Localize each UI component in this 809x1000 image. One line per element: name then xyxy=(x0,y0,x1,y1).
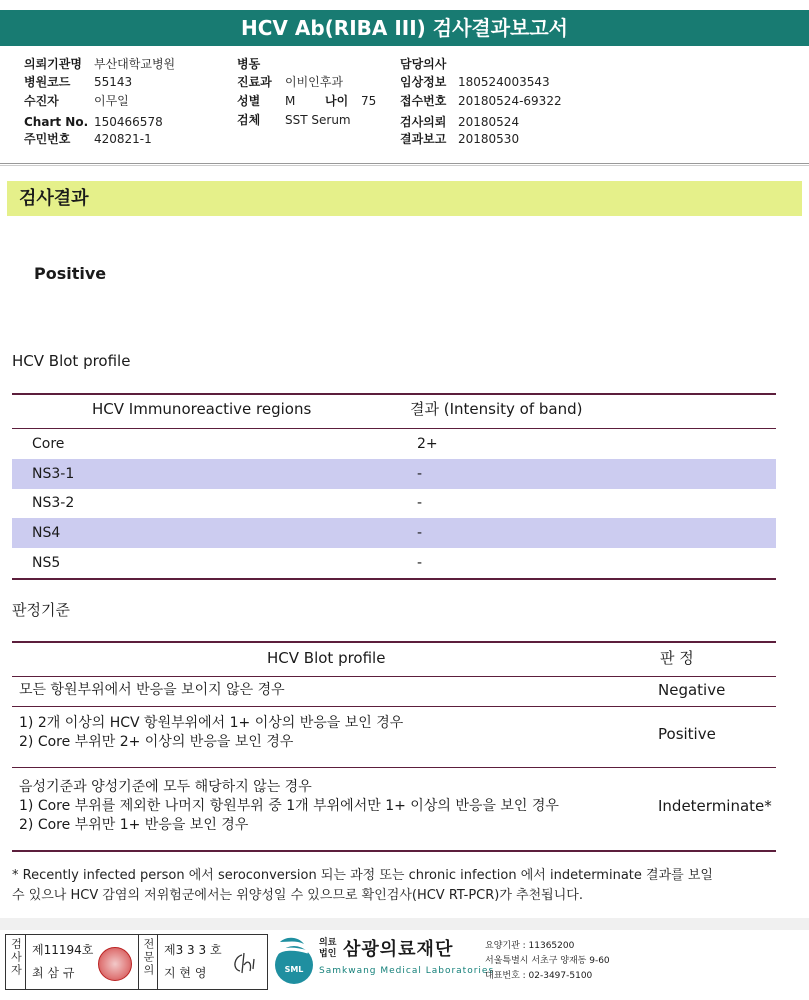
org-phone: 대표번호 : 02-3497-5100 xyxy=(485,971,593,981)
criteria-row-rule xyxy=(12,767,776,768)
org-english-name: Samkwang Medical Laboratories xyxy=(319,966,495,976)
logo-text: SML xyxy=(284,965,304,974)
patient-label: 수진자 xyxy=(24,94,59,108)
region-cell: Core xyxy=(32,436,65,452)
criteria-line: 2) Core 부위만 2+ 이상의 반응을 보인 경우 xyxy=(19,734,294,750)
criteria-row-negative xyxy=(12,678,776,706)
age-label: 나이 xyxy=(325,94,349,108)
reported-label: 결과보고 xyxy=(400,132,447,146)
clinical-value: 180524003543 xyxy=(458,75,550,89)
signature-box xyxy=(5,934,268,990)
blot-table-bottom-rule xyxy=(12,578,776,580)
table-row xyxy=(12,459,776,489)
specimen-value: SST Serum xyxy=(285,113,351,127)
criteria-header-profile: HCV Blot profile xyxy=(267,649,386,667)
resident-label: 주민번호 xyxy=(24,132,71,146)
code-label: 병원코드 xyxy=(24,75,71,89)
intensity-cell: - xyxy=(417,525,423,541)
signature-icon xyxy=(230,949,260,977)
footer-divider xyxy=(0,918,809,930)
reviewer-vertical-text: 전문의 xyxy=(142,938,155,977)
criteria-line: 모든 항원부위에서 반응을 보이지 않은 경우 xyxy=(19,682,285,698)
tester-vertical-text: 검사자 xyxy=(9,938,23,977)
requested-value: 20180524 xyxy=(458,115,520,129)
blot-table-header xyxy=(12,396,776,426)
specimen-label: 검체 xyxy=(237,113,261,127)
criteria-line: 1) Core 부위를 제외한 나머지 항원부위 중 1개 부위에서만 1+ 이상의 반응을 보인 경우 xyxy=(19,798,559,814)
chart-value: 150466578 xyxy=(94,115,163,129)
blot-header-result: 결과 (Intensity of band) xyxy=(410,400,583,418)
age-value: 75 xyxy=(361,94,377,108)
chart-label: Chart No. xyxy=(24,115,89,129)
intensity-cell: - xyxy=(417,495,423,511)
reviewer-name: 지 현 영 xyxy=(164,966,207,980)
info-divider xyxy=(0,163,809,166)
blot-header-region: HCV Immunoreactive regions xyxy=(92,400,312,418)
clinical-label: 임상정보 xyxy=(400,75,447,89)
dept-label: 진료과 xyxy=(237,75,272,89)
sml-logo-icon xyxy=(272,936,316,986)
patient-value: 이무일 xyxy=(94,94,129,108)
sex-value: M xyxy=(285,94,296,108)
org-code: 요양기관 : 11365200 xyxy=(485,941,575,951)
hospital-value: 부산대학교병원 xyxy=(94,57,176,71)
criteria-header-verdict: 판 정 xyxy=(660,649,694,667)
tester-name: 최 삼 규 xyxy=(32,966,75,980)
footnote-line: 수 있으나 HCV 감염의 저위험군에서는 위양성일 수 있으므로 확인검사(HCV RT-PCR)가 추천됩니다. xyxy=(12,888,583,903)
resident-value: 420821-1 xyxy=(94,132,152,146)
blot-title: HCV Blot profile xyxy=(12,352,131,370)
region-cell: NS5 xyxy=(32,555,61,571)
doctor-label: 담당의사 xyxy=(400,57,447,71)
criteria-row-positive xyxy=(12,708,776,766)
org-name: 삼광의료재단 xyxy=(343,939,454,960)
reviewer-vertical-label xyxy=(138,935,158,989)
criteria-table-bottom-rule xyxy=(12,850,776,852)
reviewer-number: 제3 3 3 호 xyxy=(164,943,222,957)
table-row xyxy=(12,429,776,459)
table-row xyxy=(12,518,776,548)
overall-result: Positive xyxy=(34,264,107,283)
intensity-cell: - xyxy=(417,466,423,482)
criteria-row-indeterminate xyxy=(12,769,776,849)
criteria-table-header xyxy=(12,643,776,675)
table-row xyxy=(12,548,776,578)
tester-number: 제11194호 xyxy=(32,943,94,957)
accession-label: 접수번호 xyxy=(400,94,447,108)
verdict-negative: Negative xyxy=(658,681,726,699)
code-value: 55143 xyxy=(94,75,133,89)
footnote-line: * Recently infected person 에서 seroconversion 되는 과정 또는 chronic infection 에서 indeterminate 결과를 보일 xyxy=(12,868,713,883)
dept-value: 이비인후과 xyxy=(285,75,343,89)
hospital-label: 의뢰기관명 xyxy=(24,57,82,71)
verdict-indeterminate: Indeterminate* xyxy=(658,797,772,815)
region-cell: NS3-1 xyxy=(32,466,75,482)
criteria-line: 2) Core 부위만 1+ 반응을 보인 경우 xyxy=(19,817,249,833)
org-contact xyxy=(485,939,610,984)
sex-label: 성별 xyxy=(237,94,261,108)
patient-info xyxy=(0,55,809,163)
ward-label: 병동 xyxy=(237,57,261,71)
region-cell: NS3-2 xyxy=(32,495,75,511)
tester-seal-icon xyxy=(98,947,132,981)
verdict-positive: Positive xyxy=(658,725,716,743)
report-title: HCV Ab(RIBA III) 검사결과보고서 xyxy=(0,10,809,46)
section-title: 검사결과 xyxy=(7,181,802,216)
tester-vertical-label xyxy=(6,935,26,989)
criteria-line: 음성기준과 양성기준에 모두 해당하지 않는 경우 xyxy=(19,779,312,795)
criteria-header-rule xyxy=(12,676,776,677)
accession-value: 20180524-69322 xyxy=(458,94,562,108)
criteria-row-rule xyxy=(12,706,776,707)
requested-label: 검사의뢰 xyxy=(400,115,447,129)
blot-table-top-rule xyxy=(12,393,776,395)
criteria-line: 1) 2개 이상의 HCV 항원부위에서 1+ 이상의 반응을 보인 경우 xyxy=(19,715,404,731)
reported-value: 20180530 xyxy=(458,132,520,146)
intensity-cell: - xyxy=(417,555,423,571)
footnote xyxy=(12,866,782,906)
org-prefix-text: 의료법인 xyxy=(319,938,337,959)
criteria-title: 판정기준 xyxy=(12,601,70,619)
org-prefix xyxy=(319,938,341,960)
intensity-cell: 2+ xyxy=(417,436,438,452)
org-address: 서울특별시 서초구 양재동 9-60 xyxy=(485,956,610,966)
table-row xyxy=(12,488,776,518)
region-cell: NS4 xyxy=(32,525,61,541)
